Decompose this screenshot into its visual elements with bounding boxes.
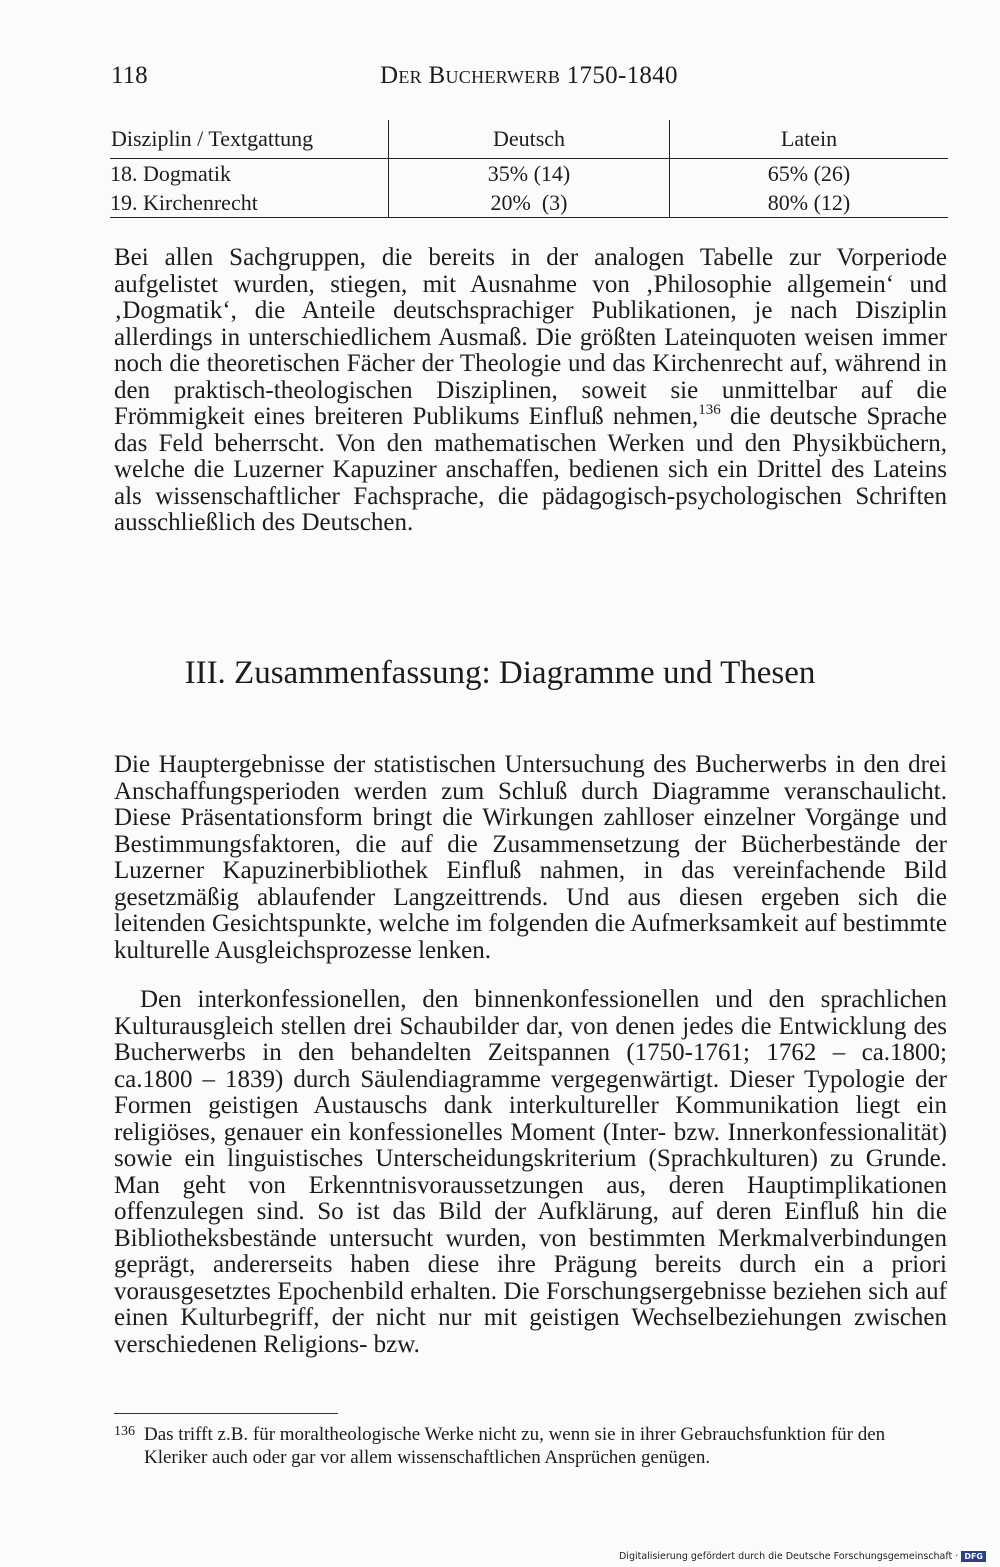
dfg-logo: DFG: [961, 1551, 986, 1562]
section-heading: III. Zusammenfassung: Diagramme und Thesen: [184, 655, 816, 691]
table-cell-latin: 65% (26): [670, 159, 949, 189]
running-head-title: Der Bucherwerb: [380, 62, 561, 89]
column-header-german: Deutsch: [389, 120, 670, 159]
language-share-table: [110, 120, 948, 218]
table-row: [110, 159, 948, 189]
table-cell-german: 20% (3): [389, 188, 670, 218]
column-header-discipline: Disziplin / Textgattung: [110, 120, 389, 159]
column-header-latin: Latein: [670, 120, 949, 159]
footnote: [114, 1420, 947, 1469]
body-paragraph-summary-intro: Die Hauptergebnisse der statistischen Untersuchung des Bucherwerbs in den drei Anschaffungsperioden werden zum Schluß durch Diagramme veranschaulicht. Diese Präsentationsform bringt die Wirkungen zahlloser einzelner Vorgänge und Bestimmungsfaktoren, die auf die Zusammensetzung der Bücherbestände der Luzerner Kapuzinerbibliothek Einfluß nahmen, in das vereinfachende Bild gesetzmäßig ablaufender Langzeittrends. Und aus diesen ergeben sich die leitenden Gesichtspunkte, welche im folgenden die Aufmerksamkeit auf bestimmte kulturelle Ausgleichsprozesse lenken.: [114, 751, 947, 964]
running-head-years: 1750-1840: [560, 62, 678, 89]
running-head: [380, 62, 678, 90]
paragraph-text-after-reference: die deutsche Sprache das Feld beherrscht. Von den mathematischen Werken und den Physikbüchern, welche die Luzerner Kapuziner anschaffen, bedienen sich ein Drittel des Lateins als wissenschaftlicher Fachsprache, die pädagogisch-psychologischen Schriften ausschließlich des Deutschen.: [114, 403, 947, 536]
footnote-reference[interactable]: 136: [698, 402, 721, 418]
table-cell-latin: 80% (12): [670, 188, 949, 218]
table-row: [110, 188, 948, 218]
footnote-number: 136: [114, 1424, 135, 1439]
body-paragraph-language-shares: [114, 245, 947, 537]
footnote-text: Das trifft z.B. für moraltheologische Werke nicht zu, wenn sie in ihrer Gebrauchsfunktion für den Kleriker auch oder gar vor allem wissenschaftlichen Ansprüchen genügen.: [144, 1424, 886, 1468]
table-cell-german: 35% (14): [389, 159, 670, 189]
table-cell-discipline: 19. Kirchenrecht: [110, 188, 389, 218]
page-number: 118: [111, 62, 148, 89]
table-cell-discipline: 18. Dogmatik: [110, 161, 231, 186]
paragraph-text-before-reference: Bei allen Sachgruppen, die bereits in der analogen Tabelle zur Vorperiode aufgelistet wurden, stiegen, mit Ausnahme von ‚Philosophie allgemein‘ und ‚Dogmatik‘, die Anteile deutschsprachiger Publikationen, je nach Disziplin allerdings in unterschiedlichem Ausmaß. Die größten Lateinquoten weisen immer noch die theoretischen Fächer der Theologie und das Kirchenrecht auf, während in den praktisch-theologischen Disziplinen, soweit sie unmittelbar auf die Frömmigkeit eines breiteren Publikums Einfluß nehmen,: [114, 244, 947, 430]
footnote-divider: [114, 1413, 338, 1414]
body-paragraph-diagrams: Den interkonfessionellen, den binnenkonfessionellen und den sprachlichen Kulturausgleich stellen drei Schaubilder dar, von denen jedes die Entwicklung des Bucherwerbs in den behandelten Zeitspannen (1750-1761; 1762 – ca.1800; ca.1800 – 1839) durch Säulendiagramme vergegenwärtigt. Dieser Typologie der Formen geistigen Austauschs dank interkultureller Kommunikation liegt ein religiöses, genauer ein konfessionelles Moment (Inter- bzw. Innerkonfessionalität) sowie ein linguistisches Unterscheidungskriterium (Sprachkulturen) zu Grunde. Man geht von Erkenntnisvoraussetzungen aus, deren Hauptimplikationen offenzulegen sind. So ist das Bild der Aufklärung, auf deren Einfluß hin die Bibliotheksbestände untersucht wurden, von bestimmten Merkmalverbindungen geprägt, andererseits haben diese ihre Prägung bereits durch ein a priori vorausgesetztes Epochenbild erhalten. Die Forschungsergebnisse beziehen sich auf einen Kulturbegriff, der nicht nur mit geistigen Wechselbeziehungen zwischen verschiedenen Religions- bzw.: [114, 986, 947, 1358]
table-header-row: [110, 120, 948, 159]
digitization-credit: [619, 1551, 986, 1562]
credit-text: Digitalisierung gefördert durch die Deutsche Forschungsgemeinschaft ·: [618, 1551, 959, 1562]
